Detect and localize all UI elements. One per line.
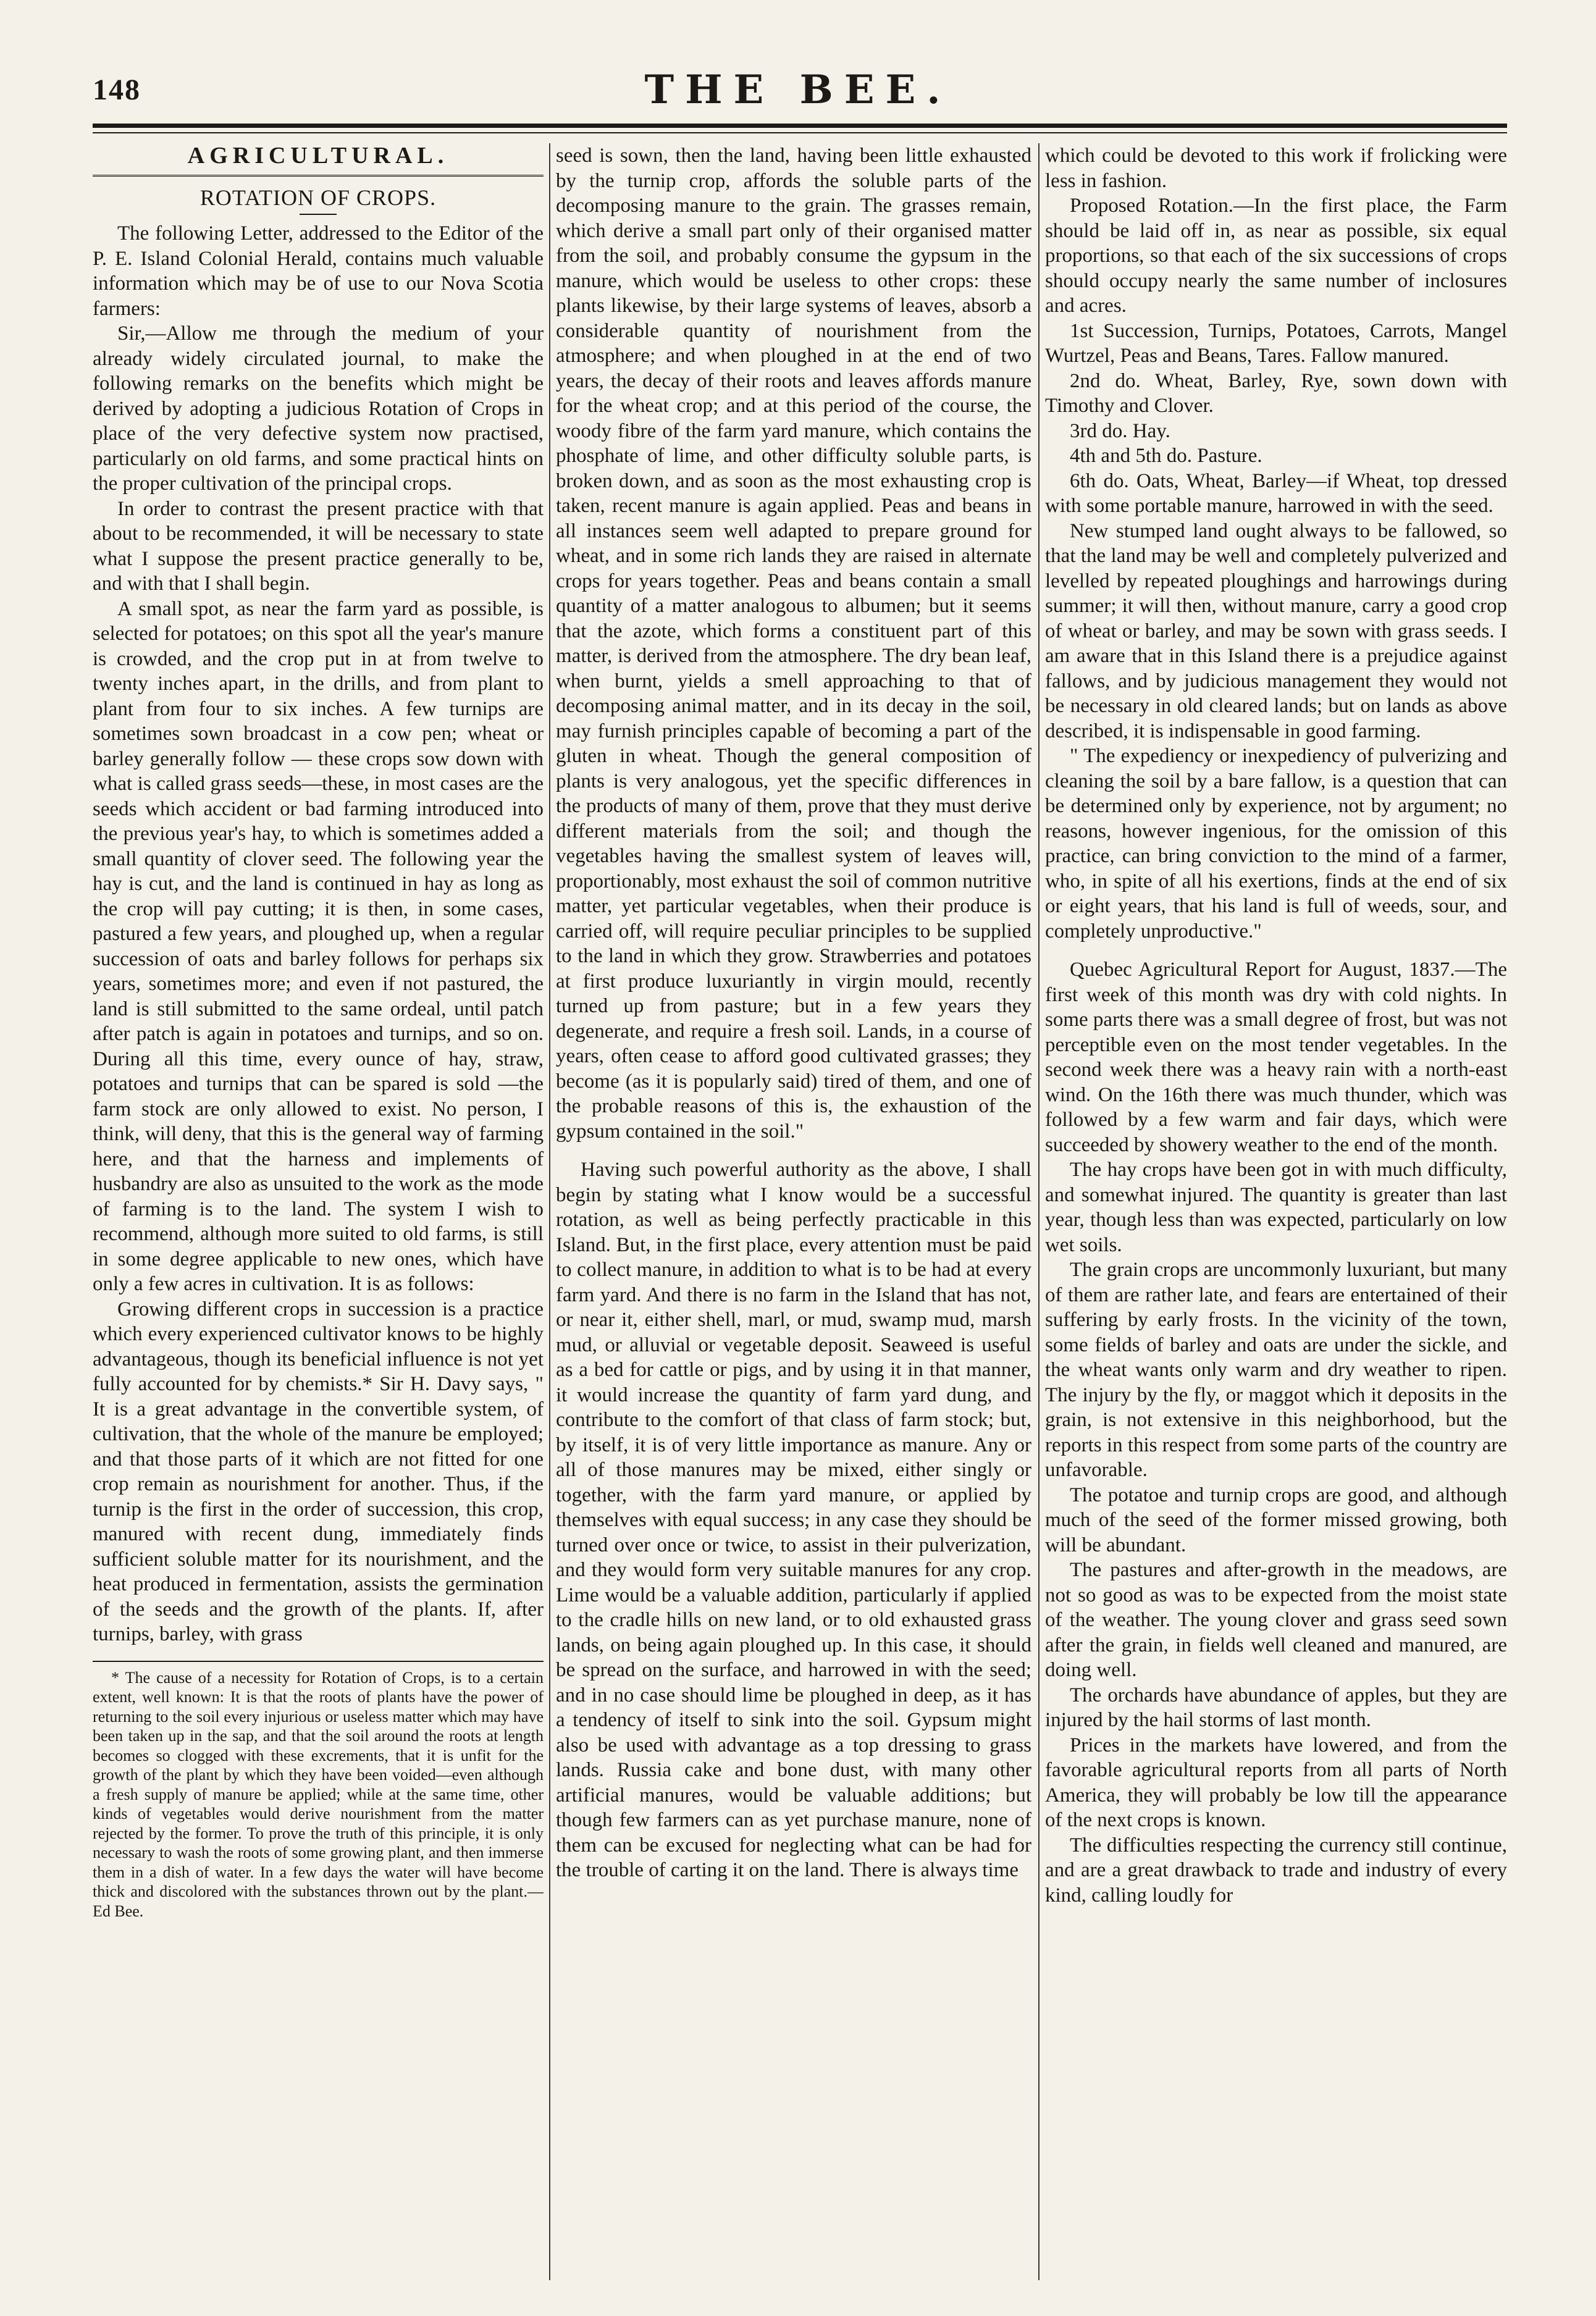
paragraph: 3rd do. Hay. xyxy=(1070,419,1170,442)
paragraph: Proposed Rotation.—In the first place, the Farm should be laid off in, as near as possible, six equal proportions, so that each of the six successions of crops should occupy nearly the same number of inclosures and acres. xyxy=(1045,195,1507,317)
paragraph: Sir,—Allow me through the medium of your already widely circulated journal, to make the following remarks on the benefits which might be derived by adopting a judicious Rotation of Crops in place of the very defective system now practised, particularly on old farms, and some practical hints on the proper cultivation of the principal crops. xyxy=(93,322,544,495)
paragraph: New stumped land ought always to be fallowed, so that the land may be well and completely pulverized and levelled by repeated ploughings and harrowings during summer; it will then, without manure, carry a good crop of wheat or barley, and may be sown with grass seeds. I am aware that in this Island there is a prejudice against fallows, and by judicious management they would not be necessary in old cleared lands; but on lands as above described, it is indispensable in good farming. xyxy=(1045,519,1507,742)
paragraph: The hay crops have been got in with much difficulty, and somewhat injured. The quantity is greater than last year, though less than was expected, particularly on low wet soils. xyxy=(1045,1159,1507,1256)
paragraph: Growing different crops in succession is a practice which every experienced cultivator knows to be highly advantageous, though its beneficial influence is not yet fully accounted for by chemists.* Sir H. Davy says, " It is a great advantage in the convertible system, of cultivation, that the whole of the manure be employed; and that those parts of it which are not fitted for one crop remain as nourishment for another. Thus, if the turnip is the first in the order of succession, this crop, manured with recent dung, immediately finds sufficient soluble matter for its nourishment, and the heat produced in fermentation, assists the germination of the seeds and the growth of the plants. If, after turnips, barley, with grass xyxy=(93,1298,544,1645)
paragraph: 1st Succession, Turnips, Potatoes, Carrots, Mangel Wurtzel, Peas and Beans, Tares. Fallow manured. xyxy=(1045,319,1507,367)
masthead-title: THE BEE. xyxy=(644,67,952,113)
footnote-text: * The cause of a necessity for Rotation of Crops, is to a certain extent, well known: It is that the roots of plants have the power of returning to the soil every injurious or useless matter which may have been taken up in the sap, and that the soil around the roots at length becomes so clogged with these excrements, that it is unfit for the growth of the plant by which they have been voided—even although a fresh supply of manure be applied; while at the same time, other kinds of vegetables would derive nourishment from the matter rejected by the former. To prove the truth of this principle, it is only necessary to wash the roots of some growing plant, and then immerse them in a dish of water. In a few days the water will have become thick and discolored with the substances thrown out by the plant.—Ed Bee. xyxy=(93,1668,544,1920)
paragraph: 6th do. Oats, Wheat, Barley—if Wheat, top dressed with some portable manure, harrowed in with the seed. xyxy=(1045,469,1507,517)
paragraph: which could be devoted to this work if frolicking were less in fashion. xyxy=(1045,145,1507,192)
paragraph: The difficulties respecting the currency still continue, and are a great drawback to trade and industry of every kind, calling loudly for xyxy=(1045,1834,1507,1907)
paragraph: The pastures and after-growth in the meadows, are not so good as was to be expected from the moist state of the weather. The young clover and grass seed sown after the grain, in fields well cleaned and manured, are doing well. xyxy=(1045,1559,1507,1681)
paragraph: seed is sown, then the land, having been little exhausted by the turnip crop, affords the soluble parts of the decomposing manure to the grain. The grasses remain, which derive a small part only of their organised matter from the soil, and probably consume the gypsum in the manure, which would be useless to other crops: these plants likewise, by their large systems of leaves, absorb a considerable quantity of nourishment from the atmosphere; and when ploughed in at the end of two years, the decay of their roots and leaves affords manure for the wheat crop; and at this period of the course, the woody fibre of the farm yard manure, which contains the phosphate of lime, and other difficulty soluble parts, is broken down, and as soon as the most exhausting crop is taken, recent manure is again applied. Peas and beans in all instances seem well adapted to prepare ground for wheat, and in some rich lands they are raised in alternate crops for years together. Peas and beans contain a small quantity of a matter analogous to albumen; but it seems that the azote, which forms a constituent part of this matter, is derived from the atmosphere. The dry bean leaf, when burnt, yields a smell approaching to that of decomposing animal matter, and in its decay in the soil, may furnish principles capable of becoming a part of the gluten in wheat. Though the general composition of plants is very analogous, yet the specific differences in the products of many of them, prove that they must derive different materials from the soil; and though the vegetables having the smallest system of leaves will, proportionably, most exhaust the soil of common nutritive matter, yet particular vegetables, when their produce is carried off, will require peculiar principles to be supplied to the land in which they grow. Strawberries and potatoes at first produce luxuriantly in virgin mould, recently turned up from pasture; but in a few years they degenerate, and require a fresh soil. Lands, in a course of years, often cease to afford good cultivated grasses; they become (as it is popularly said) tired of them, and one of the probable reasons of this is, the exhaustion of the gypsum contained in the soil." xyxy=(556,145,1031,1143)
header-rule-thin xyxy=(93,132,1507,133)
section-heading: AGRICULTURAL. xyxy=(93,143,544,177)
paragraph: The potatoe and turnip crops are good, and although much of the seed of the former missed growing, both will be abundant. xyxy=(1045,1483,1507,1556)
paragraph: 2nd do. Wheat, Barley, Rye, sown down with Timothy and Clover. xyxy=(1045,369,1507,417)
footnote xyxy=(93,1661,544,1921)
column-1 xyxy=(93,143,544,2286)
column-divider-1 xyxy=(549,143,550,2280)
paragraph: " The expediency or inexpediency of pulverizing and cleaning the soil by a bare fallow, is a question that can be determined only by experience, not by argument; no reasons, however ingenious, for the omission of this practice, can bring conviction to the mind of a farmer, who, in spite of all his exertions, finds at the end of six or eight years, that his land is full of weeds, sour, and completely unproductive." xyxy=(1045,745,1507,942)
column-divider-2 xyxy=(1038,143,1040,2280)
paragraph: Prices in the markets have lowered, and from the favorable agricultural reports from all parts of North America, they will probably be low till the appearance of the next crops is known. xyxy=(1045,1734,1507,1831)
title-rule xyxy=(300,214,337,215)
column-3 xyxy=(1045,143,1507,2286)
paragraph: 4th and 5th do. Pasture. xyxy=(1070,445,1262,467)
paragraph: The grain crops are uncommonly luxuriant, but many of them are rather late, and fears are entertained of their suffering by early frosts. In the vicinity of the town, some fields of barley and oats are under the sickle, and the wheat wants only warm and dry weather to ripen. The injury by the fly, or maggot which it deposits in the grain, is not extensive in this neighborhood, but the reports in this respect from some parts of the country are unfavorable. xyxy=(1045,1259,1507,1481)
paragraph: The following Letter, addressed to the Editor of the P. E. Island Colonial Herald, contains much valuable information which may be of use to our Nova Scotia farmers: xyxy=(93,222,544,320)
paragraph: The orchards have abundance of apples, but they are injured by the hail storms of last month. xyxy=(1045,1684,1507,1731)
column-2 xyxy=(556,143,1031,2286)
page-number: 148 xyxy=(93,73,141,106)
article-title: ROTATION OF CROPS. xyxy=(200,185,437,210)
paragraph: In order to contrast the present practice with that about to be recommended, it will be necessary to state what I suppose the present practice generally to be, and with that I shall begin. xyxy=(93,497,544,595)
paragraph: A small spot, as near the farm yard as possible, is selected for potatoes; on this spot all the year's manure is crowded, and the crop put in at from twelve to twenty inches apart, in the drills, and from plant to plant from four to six inches. A few turnips are sometimes sown broadcast in a cow pen; wheat or barley generally follow — these crops sow down with what is called grass seeds—these, in most cases are the seeds which accident or bad farming introduced into the previous year's hay, to which is sometimes added a small quantity of clover seed. The following year the hay is cut, and the land is continued in hay as long as the crop will pay cutting; it is then, in some cases, pastured a few years, and ploughed up, when a regular succession of oats and barley follows for perhaps six years, sometimes more; and even if not pastured, the land is still submitted to the same ordeal, until patch after patch is again in potatoes and turnips, and so on. During all this time, every ounce of hay, straw, potatoes and turnips that can be spared is sold —the farm stock are only allowed to exist. No person, I think, will deny, that this is the general way of farming here, and that the harness and implements of husbandry are also as unsuited to the work as the mode of farming is to the land. The system I wish to recommend, although more suited to old farms, is still in some degree applicable to new ones, which have only a few acres in cultivation. It is as follows: xyxy=(93,597,544,1295)
paragraph: Quebec Agricultural Report for August, 1837.—The first week of this month was dry with cold nights. In some parts there was a small degree of frost, but was not perceptible even on the most tender vegetables. In the second week there was a heavy rain with a north-east wind. On the 16th there was much thunder, which was followed by a few warm and fair days, which were succeeded by showery weather to the end of the month. xyxy=(1045,959,1507,1156)
paragraph: Having such powerful authority as the above, I shall begin by stating what I know would be a successful rotation, as well as being perfectly practicable in this Island. But, in the first place, every attention must be paid to collect manure, in addition to what is to be had at every farm yard. And there is no farm in the Island that has not, or near it, either shell, marl, or mud, swamp mud, marsh mud, or alluvial or vegetable deposit. Seaweed is useful as a bed for cattle or pigs, and by using it in that manner, it would increase the quantity of farm yard dung, and contribute to the comfort of that class of farm stock; but, by itself, it is of very little importance as manure. Any or all of those manures may be mixed, either singly or together, with the farm yard manure, or applied by themselves with equal success; in any case they should be turned over once or twice, to assist in their pulverization, and they would form very suitable manures for any crop. Lime would be a valuable addition, particularly if applied to the cradle hills on new land, or to old exhausted grass lands, on being again ploughed up. In this case, it should be spread on the surface, and harrowed in with the seed; and in no case should lime be ploughed in deep, as it has a tendency of itself to sink into the soil. Gypsum might also be used with advantage as a top dressing to grass lands. Russia cake and bone dust, with many other artificial manures, would be valuable additions; but though few farmers can as yet purchase manure, none of them can be excused for neglecting what can be had for the trouble of carting it on the land. There is always time xyxy=(556,1159,1031,1881)
header-rule-thick xyxy=(93,124,1507,128)
